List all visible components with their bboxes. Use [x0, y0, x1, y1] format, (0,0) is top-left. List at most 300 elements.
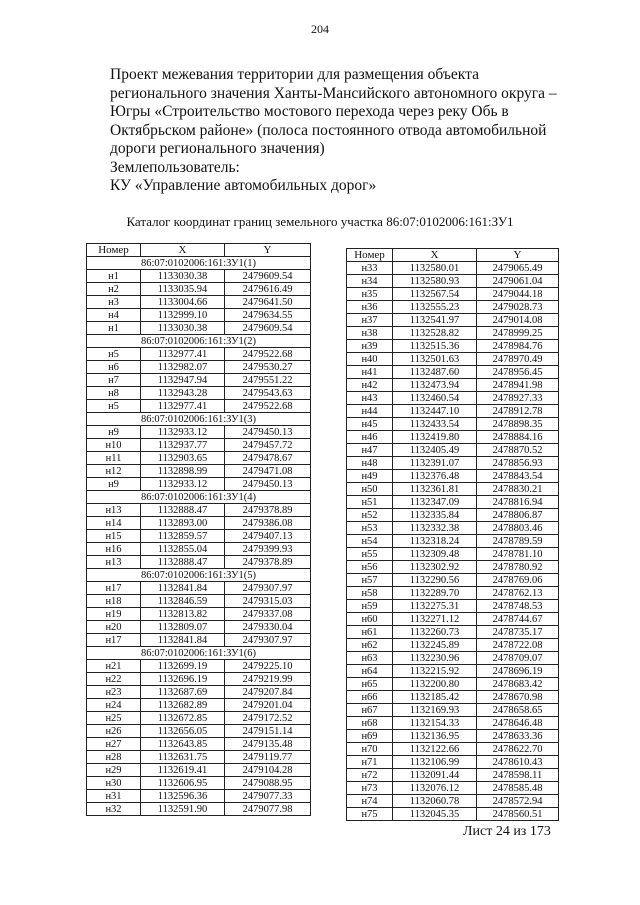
table-row — [347, 483, 559, 496]
x-coordinate-cell: 1132656.05 — [141, 725, 225, 738]
table-row — [347, 392, 559, 405]
x-coordinate-cell: 1132937.77 — [141, 439, 225, 452]
x-coordinate-cell: 1132045.35 — [393, 808, 477, 821]
column-header-number: Номер — [87, 244, 141, 257]
y-coordinate-cell: 2479543.63 — [225, 387, 311, 400]
y-coordinate-cell: 2478984.76 — [477, 340, 559, 353]
table-row — [87, 556, 311, 569]
y-coordinate-cell: 2479151.14 — [225, 725, 311, 738]
y-coordinate-cell: 2479201.04 — [225, 699, 311, 712]
point-number-cell: н14 — [87, 517, 141, 530]
table-row — [347, 535, 559, 548]
y-coordinate-cell: 2479450.13 — [225, 478, 311, 491]
point-number-cell: н21 — [87, 660, 141, 673]
point-number-cell: н15 — [87, 530, 141, 543]
y-coordinate-cell: 2479522.68 — [225, 348, 311, 361]
point-number-cell: н56 — [347, 561, 393, 574]
y-coordinate-cell: 2478870.52 — [477, 444, 559, 457]
x-coordinate-cell: 1132982.07 — [141, 361, 225, 374]
x-coordinate-cell: 1132460.54 — [393, 392, 477, 405]
table-row — [347, 769, 559, 782]
y-coordinate-cell: 2479014.08 — [477, 314, 559, 327]
heading-line: дороги регионального значения) — [110, 140, 325, 157]
parcel-contour-label: 86:07:0102006:161:ЗУ1(1) — [87, 257, 311, 270]
point-number-cell: н54 — [347, 535, 393, 548]
point-number-cell: н35 — [347, 288, 393, 301]
table-row — [87, 712, 311, 725]
heading-line: регионального значения Ханты-Мансийского автономного округа – — [110, 84, 557, 102]
point-number-cell: н6 — [87, 361, 141, 374]
x-coordinate-cell: 1132528.82 — [393, 327, 477, 340]
y-coordinate-cell: 2479044.18 — [477, 288, 559, 301]
table-row — [347, 678, 559, 691]
table-row — [87, 530, 311, 543]
x-coordinate-cell: 1132260.73 — [393, 626, 477, 639]
y-coordinate-cell: 2479378.89 — [225, 504, 311, 517]
x-coordinate-cell: 1132567.54 — [393, 288, 477, 301]
table-row — [347, 691, 559, 704]
document-heading — [110, 66, 570, 196]
x-coordinate-cell: 1132977.41 — [141, 400, 225, 413]
y-coordinate-cell: 2479522.68 — [225, 400, 311, 413]
x-coordinate-cell: 1132361.81 — [393, 483, 477, 496]
table-row — [87, 764, 311, 777]
x-coordinate-cell: 1132271.12 — [393, 613, 477, 626]
point-number-cell: н23 — [87, 686, 141, 699]
point-number-cell: н41 — [347, 366, 393, 379]
y-coordinate-cell: 2478806.87 — [477, 509, 559, 522]
x-coordinate-cell: 1132076.12 — [393, 782, 477, 795]
y-coordinate-cell: 2478999.25 — [477, 327, 559, 340]
x-coordinate-cell: 1132841.84 — [141, 582, 225, 595]
x-coordinate-cell: 1132841.84 — [141, 634, 225, 647]
x-coordinate-cell: 1132933.12 — [141, 426, 225, 439]
table-row — [87, 361, 311, 374]
x-coordinate-cell: 1132591.90 — [141, 803, 225, 816]
x-coordinate-cell: 1132060.78 — [393, 795, 477, 808]
y-coordinate-cell: 2479634.55 — [225, 309, 311, 322]
point-number-cell: н55 — [347, 548, 393, 561]
x-coordinate-cell: 1132672.85 — [141, 712, 225, 725]
y-coordinate-cell: 2479407.13 — [225, 530, 311, 543]
point-number-cell: н36 — [347, 301, 393, 314]
table-row — [347, 652, 559, 665]
table-row — [347, 509, 559, 522]
x-coordinate-cell: 1132290.56 — [393, 574, 477, 587]
y-coordinate-cell: 2478670.98 — [477, 691, 559, 704]
table-row — [347, 730, 559, 743]
table-row — [87, 478, 311, 491]
x-coordinate-cell: 1132977.41 — [141, 348, 225, 361]
x-coordinate-cell: 1132893.00 — [141, 517, 225, 530]
point-number-cell: н5 — [87, 400, 141, 413]
point-number-cell: н12 — [87, 465, 141, 478]
x-coordinate-cell: 1132501.63 — [393, 353, 477, 366]
x-coordinate-cell: 1132309.48 — [393, 548, 477, 561]
y-coordinate-cell: 2479616.49 — [225, 283, 311, 296]
x-coordinate-cell: 1133030.38 — [141, 322, 225, 335]
x-coordinate-cell: 1132947.94 — [141, 374, 225, 387]
x-coordinate-cell: 1132687.69 — [141, 686, 225, 699]
x-coordinate-cell: 1132419.80 — [393, 431, 477, 444]
x-coordinate-cell: 1132631.75 — [141, 751, 225, 764]
point-number-cell: н67 — [347, 704, 393, 717]
y-coordinate-cell: 2479135.48 — [225, 738, 311, 751]
point-number-cell: н17 — [87, 634, 141, 647]
table-group-row — [87, 569, 311, 582]
table-row — [347, 379, 559, 392]
y-coordinate-cell: 2478744.67 — [477, 613, 559, 626]
y-coordinate-cell: 2478803.46 — [477, 522, 559, 535]
table-row — [347, 717, 559, 730]
x-coordinate-cell: 1132580.93 — [393, 275, 477, 288]
y-coordinate-cell: 2478560.51 — [477, 808, 559, 821]
table-row — [87, 322, 311, 335]
x-coordinate-cell: 1132859.57 — [141, 530, 225, 543]
x-coordinate-cell: 1132106.99 — [393, 756, 477, 769]
x-coordinate-cell: 1132643.85 — [141, 738, 225, 751]
table-row — [347, 613, 559, 626]
table-row — [347, 522, 559, 535]
table-row — [347, 275, 559, 288]
table-row — [347, 366, 559, 379]
y-coordinate-cell: 2479172.52 — [225, 712, 311, 725]
y-coordinate-cell: 2478789.59 — [477, 535, 559, 548]
point-number-cell: н48 — [347, 457, 393, 470]
point-number-cell: н49 — [347, 470, 393, 483]
heading-line: Проект межевания территории для размещения объекта — [110, 66, 479, 83]
x-coordinate-cell: 1132619.41 — [141, 764, 225, 777]
x-coordinate-cell: 1132555.23 — [393, 301, 477, 314]
point-number-cell: н31 — [87, 790, 141, 803]
point-number-cell: н9 — [87, 478, 141, 491]
y-coordinate-cell: 2478696.19 — [477, 665, 559, 678]
parcel-contour-label: 86:07:0102006:161:ЗУ1(3) — [87, 413, 311, 426]
table-row — [347, 600, 559, 613]
x-coordinate-cell: 1132515.36 — [393, 340, 477, 353]
y-coordinate-cell: 2479315.03 — [225, 595, 311, 608]
table-row — [87, 400, 311, 413]
y-coordinate-cell: 2478769.06 — [477, 574, 559, 587]
table-row — [87, 374, 311, 387]
table-row — [347, 314, 559, 327]
y-coordinate-cell: 2479471.08 — [225, 465, 311, 478]
y-coordinate-cell: 2479307.97 — [225, 634, 311, 647]
sheet-footer: Лист 24 из 173 — [463, 824, 551, 839]
x-coordinate-cell: 1132185.42 — [393, 691, 477, 704]
point-number-cell: н42 — [347, 379, 393, 392]
table-group-row — [87, 647, 311, 660]
column-header-y: Y — [225, 244, 311, 257]
table-row — [347, 457, 559, 470]
table-row — [347, 288, 559, 301]
table-row — [347, 418, 559, 431]
y-coordinate-cell: 2478970.49 — [477, 353, 559, 366]
point-number-cell: н1 — [87, 270, 141, 283]
table-row — [347, 496, 559, 509]
table-row — [87, 686, 311, 699]
point-number-cell: н52 — [347, 509, 393, 522]
y-coordinate-cell: 2479104.28 — [225, 764, 311, 777]
point-number-cell: н60 — [347, 613, 393, 626]
point-number-cell: н44 — [347, 405, 393, 418]
table-row — [87, 543, 311, 556]
table-row — [347, 470, 559, 483]
y-coordinate-cell: 2478780.92 — [477, 561, 559, 574]
coordinates-table-left — [86, 243, 311, 816]
table-row — [347, 444, 559, 457]
table-row — [347, 340, 559, 353]
y-coordinate-cell: 2478633.36 — [477, 730, 559, 743]
table-row — [347, 782, 559, 795]
y-coordinate-cell: 2478856.93 — [477, 457, 559, 470]
table-row — [347, 743, 559, 756]
point-number-cell: н73 — [347, 782, 393, 795]
table-row — [347, 548, 559, 561]
point-number-cell: н69 — [347, 730, 393, 743]
point-number-cell: н9 — [87, 426, 141, 439]
table-row — [87, 296, 311, 309]
x-coordinate-cell: 1133004.66 — [141, 296, 225, 309]
parcel-contour-label: 86:07:0102006:161:ЗУ1(4) — [87, 491, 311, 504]
x-coordinate-cell: 1132447.10 — [393, 405, 477, 418]
x-coordinate-cell: 1132846.59 — [141, 595, 225, 608]
x-coordinate-cell: 1132943.28 — [141, 387, 225, 400]
heading-line: КУ «Управление автомобильных дорог» — [110, 177, 377, 194]
y-coordinate-cell: 2479450.13 — [225, 426, 311, 439]
point-number-cell: н27 — [87, 738, 141, 751]
y-coordinate-cell: 2479207.84 — [225, 686, 311, 699]
x-coordinate-cell: 1132302.92 — [393, 561, 477, 574]
y-coordinate-cell: 2479065.49 — [477, 262, 559, 275]
x-coordinate-cell: 1132933.12 — [141, 478, 225, 491]
y-coordinate-cell: 2478683.42 — [477, 678, 559, 691]
point-number-cell: н57 — [347, 574, 393, 587]
table-row — [87, 621, 311, 634]
y-coordinate-cell: 2479219.99 — [225, 673, 311, 686]
point-number-cell: н22 — [87, 673, 141, 686]
table-row — [347, 795, 559, 808]
y-coordinate-cell: 2478572.94 — [477, 795, 559, 808]
y-coordinate-cell: 2479551.22 — [225, 374, 311, 387]
table-row — [87, 465, 311, 478]
x-coordinate-cell: 1132215.92 — [393, 665, 477, 678]
point-number-cell: н74 — [347, 795, 393, 808]
x-coordinate-cell: 1132682.89 — [141, 699, 225, 712]
point-number-cell: н75 — [347, 808, 393, 821]
point-number-cell: н47 — [347, 444, 393, 457]
x-coordinate-cell: 1132122.66 — [393, 743, 477, 756]
y-coordinate-cell: 2478912.78 — [477, 405, 559, 418]
x-coordinate-cell: 1132154.33 — [393, 717, 477, 730]
point-number-cell: н51 — [347, 496, 393, 509]
y-coordinate-cell: 2478622.70 — [477, 743, 559, 756]
point-number-cell: н7 — [87, 374, 141, 387]
y-coordinate-cell: 2478709.07 — [477, 652, 559, 665]
x-coordinate-cell: 1132813.82 — [141, 608, 225, 621]
point-number-cell: н33 — [347, 262, 393, 275]
table-row — [347, 704, 559, 717]
table-row — [347, 327, 559, 340]
point-number-cell: н24 — [87, 699, 141, 712]
x-coordinate-cell: 1132275.31 — [393, 600, 477, 613]
x-coordinate-cell: 1132809.07 — [141, 621, 225, 634]
x-coordinate-cell: 1132580.01 — [393, 262, 477, 275]
table-row — [347, 353, 559, 366]
point-number-cell: н39 — [347, 340, 393, 353]
parcel-contour-label: 86:07:0102006:161:ЗУ1(2) — [87, 335, 311, 348]
table-row — [87, 348, 311, 361]
point-number-cell: н68 — [347, 717, 393, 730]
x-coordinate-cell: 1132699.19 — [141, 660, 225, 673]
point-number-cell: н40 — [347, 353, 393, 366]
point-number-cell: н66 — [347, 691, 393, 704]
point-number-cell: н11 — [87, 452, 141, 465]
point-number-cell: н46 — [347, 431, 393, 444]
point-number-cell: н62 — [347, 639, 393, 652]
y-coordinate-cell: 2479307.97 — [225, 582, 311, 595]
table-row — [87, 803, 311, 816]
y-coordinate-cell: 2478598.11 — [477, 769, 559, 782]
x-coordinate-cell: 1132903.65 — [141, 452, 225, 465]
point-number-cell: н18 — [87, 595, 141, 608]
x-coordinate-cell: 1132245.89 — [393, 639, 477, 652]
y-coordinate-cell: 2479077.33 — [225, 790, 311, 803]
table-row — [347, 262, 559, 275]
point-number-cell: н61 — [347, 626, 393, 639]
y-coordinate-cell: 2479641.50 — [225, 296, 311, 309]
y-coordinate-cell: 2479028.73 — [477, 301, 559, 314]
table-row — [347, 587, 559, 600]
x-coordinate-cell: 1132091.44 — [393, 769, 477, 782]
x-coordinate-cell: 1132169.93 — [393, 704, 477, 717]
y-coordinate-cell: 2478781.10 — [477, 548, 559, 561]
table-row — [347, 405, 559, 418]
table-row — [347, 756, 559, 769]
x-coordinate-cell: 1132289.70 — [393, 587, 477, 600]
table-row — [87, 777, 311, 790]
y-coordinate-cell: 2478762.13 — [477, 587, 559, 600]
table-group-row — [87, 413, 311, 426]
point-number-cell: н26 — [87, 725, 141, 738]
y-coordinate-cell: 2479609.54 — [225, 270, 311, 283]
table-row — [347, 431, 559, 444]
table-row — [347, 626, 559, 639]
table-row — [87, 673, 311, 686]
table-row — [87, 738, 311, 751]
table-row — [87, 452, 311, 465]
heading-line: Октябрьском районе» (полоса постоянного отвода автомобильной — [110, 121, 547, 139]
y-coordinate-cell: 2478646.48 — [477, 717, 559, 730]
y-coordinate-cell: 2478884.16 — [477, 431, 559, 444]
point-number-cell: н10 — [87, 439, 141, 452]
y-coordinate-cell: 2479061.04 — [477, 275, 559, 288]
table-row — [347, 574, 559, 587]
point-number-cell: н32 — [87, 803, 141, 816]
table-row — [87, 634, 311, 647]
y-coordinate-cell: 2479609.54 — [225, 322, 311, 335]
table-row — [87, 699, 311, 712]
y-coordinate-cell: 2478722.08 — [477, 639, 559, 652]
x-coordinate-cell: 1132230.96 — [393, 652, 477, 665]
x-coordinate-cell: 1132347.09 — [393, 496, 477, 509]
y-coordinate-cell: 2478927.33 — [477, 392, 559, 405]
y-coordinate-cell: 2479337.08 — [225, 608, 311, 621]
y-coordinate-cell: 2478956.45 — [477, 366, 559, 379]
point-number-cell: н38 — [347, 327, 393, 340]
x-coordinate-cell: 1132136.95 — [393, 730, 477, 743]
y-coordinate-cell: 2478816.94 — [477, 496, 559, 509]
y-coordinate-cell: 2479399.93 — [225, 543, 311, 556]
y-coordinate-cell: 2479330.04 — [225, 621, 311, 634]
y-coordinate-cell: 2479478.67 — [225, 452, 311, 465]
table-caption: Каталог координат границ земельного участка 86:07:0102006:161:ЗУ1 — [126, 214, 514, 229]
y-coordinate-cell: 2478748.53 — [477, 600, 559, 613]
table-row — [87, 660, 311, 673]
point-number-cell: н3 — [87, 296, 141, 309]
column-header-y: Y — [477, 249, 559, 262]
point-number-cell: н19 — [87, 608, 141, 621]
heading-line: Югры «Строительство мостового перехода через реку Обь в — [110, 103, 509, 120]
table-row — [87, 517, 311, 530]
point-number-cell: н5 — [87, 348, 141, 361]
x-coordinate-cell: 1132376.48 — [393, 470, 477, 483]
column-header-x: X — [141, 244, 225, 257]
y-coordinate-cell: 2479386.08 — [225, 517, 311, 530]
point-number-cell: н37 — [347, 314, 393, 327]
heading-line: Землепользователь: — [110, 158, 240, 176]
x-coordinate-cell: 1132405.49 — [393, 444, 477, 457]
y-coordinate-cell: 2479457.72 — [225, 439, 311, 452]
table-row — [87, 504, 311, 517]
x-coordinate-cell: 1132332.38 — [393, 522, 477, 535]
point-number-cell: н43 — [347, 392, 393, 405]
point-number-cell: н13 — [87, 556, 141, 569]
x-coordinate-cell: 1132473.94 — [393, 379, 477, 392]
point-number-cell: н65 — [347, 678, 393, 691]
point-number-cell: н1 — [87, 322, 141, 335]
x-coordinate-cell: 1132596.36 — [141, 790, 225, 803]
table-row — [87, 751, 311, 764]
point-number-cell: н34 — [347, 275, 393, 288]
point-number-cell: н45 — [347, 418, 393, 431]
table-row — [87, 582, 311, 595]
y-coordinate-cell: 2478843.54 — [477, 470, 559, 483]
y-coordinate-cell: 2479077.98 — [225, 803, 311, 816]
table-row — [87, 595, 311, 608]
point-number-cell: н17 — [87, 582, 141, 595]
column-header-x: X — [393, 249, 477, 262]
point-number-cell: н8 — [87, 387, 141, 400]
x-coordinate-cell: 1132391.07 — [393, 457, 477, 470]
table-row — [347, 639, 559, 652]
point-number-cell: н16 — [87, 543, 141, 556]
table-row — [347, 301, 559, 314]
table-group-row — [87, 335, 311, 348]
point-number-cell: н25 — [87, 712, 141, 725]
x-coordinate-cell: 1132200.80 — [393, 678, 477, 691]
table-row — [87, 270, 311, 283]
table-row — [347, 665, 559, 678]
point-number-cell: н64 — [347, 665, 393, 678]
table-group-row — [87, 257, 311, 270]
table-header-row — [347, 249, 559, 262]
x-coordinate-cell: 1132335.84 — [393, 509, 477, 522]
y-coordinate-cell: 2478658.65 — [477, 704, 559, 717]
y-coordinate-cell: 2479530.27 — [225, 361, 311, 374]
parcel-contour-label: 86:07:0102006:161:ЗУ1(5) — [87, 569, 311, 582]
y-coordinate-cell: 2479225.10 — [225, 660, 311, 673]
